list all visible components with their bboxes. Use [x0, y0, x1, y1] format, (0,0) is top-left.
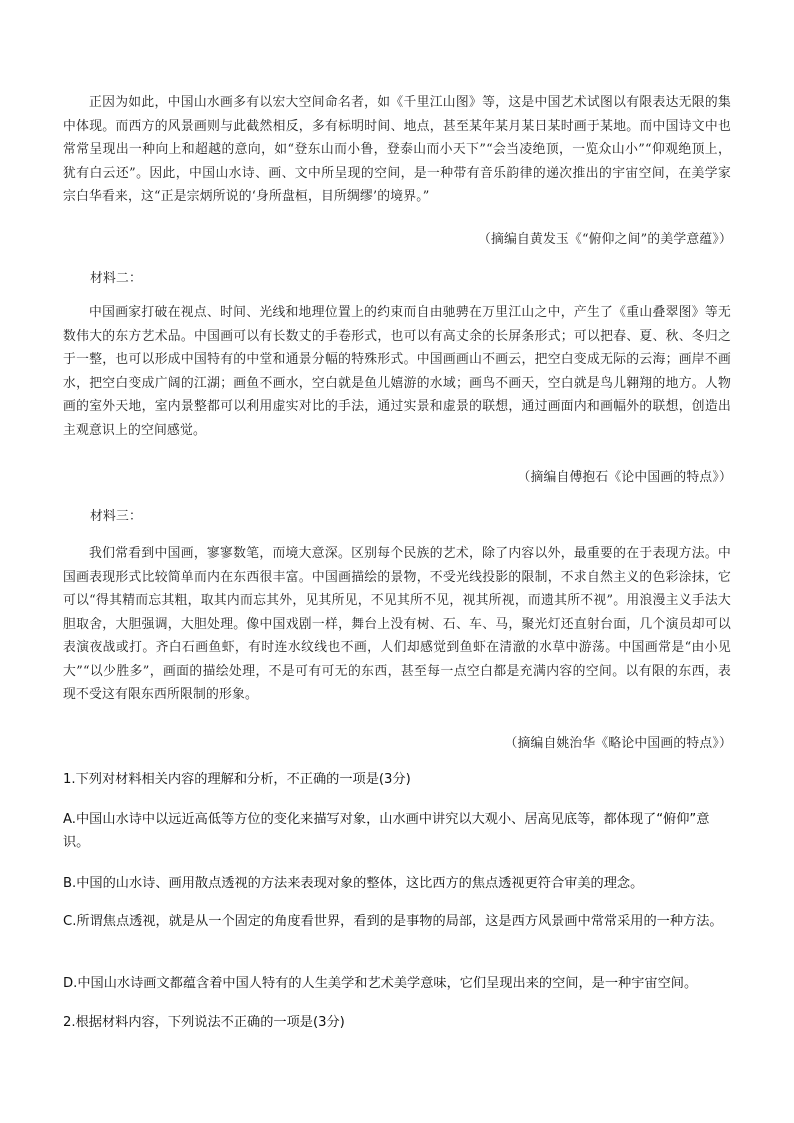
question-one-option-a: A.中国山水诗中以远近高低等方位的变化来描写对象，山水画中讲究以大观小、居高见底等，都体现了“俯仰”意识。 [63, 812, 710, 850]
question-one-stem: 1.下列对材料相关内容的理解和分析，不正确的一项是(3分) [63, 772, 411, 787]
material-one-paragraph: 正因为如此，中国山水画多有以宏大空间命名者，如《千里江山图》等，这是中国艺术试图以有限表达无限的集中体现。而西方的风景画则与此截然相反，多有标明时间、地点，甚至某年某月某日某时画于某地。而中国诗文中也常常呈现出一种向上和超越的意向，如“登东山而小鲁，登泰山而小天下”“会当凌绝顶，一览众山小”“仰观绝顶上，犹有白云还”。因此，中国山水诗、画、文中所呈现的空间，是一种带有音乐韵律的递次推出的宇宙空间，在美学家宗白华看来，这“正是宗炳所说的‘身所盘桓，目所绸缪’的境界。” [63, 95, 731, 204]
material-two-label: 材料二： [90, 271, 142, 286]
material-two-paragraph: 中国画家打破在视点、时间、光线和地理位置上的约束而自由驰骋在万里江山之中，产生了《重山叠翠图》等无数伟大的东方艺术品。中国画可以有长数丈的手卷形式，也可以有高丈余的长屏条形式；可以把春、夏、秋、冬归之于一整，也可以形成中国特有的中堂和通景分幅的特殊形式。中国画画山不画云，把空白变成无际的云海；画岸不画水，把空白变成广阔的江湖；画鱼不画水，空白就是鱼儿嬉游的水域；画鸟不画天，空白就是鸟儿翱翔的地方。人物画的室外天地，室内景整都可以利用虚实对比的手法，通过实景和虚景的联想，通过画面内和画幅外的联想，创造出主观意识上的空间感觉。 [63, 305, 731, 438]
material-three-source: （摘编自姚治华《略论中国画的特点》） [504, 736, 732, 751]
material-two-source: （摘编自傅抱石《论中国画的特点》） [517, 470, 732, 485]
material-three-paragraph: 我们常看到中国画，寥寥数笔，而境大意深。区别每个民族的艺术，除了内容以外，最重要的在于表现方法。中国画表现形式比较简单而内在东西很丰富。中国画描绘的景物，不受光线投影的限制，不求自然主义的色彩涂抹，它可以“得其精而忘其粗，取其内而忘其外，见其所见，不见其所不见，视其所视，而遗其所不视”。用浪漫主义手法大胆取舍，大胆强调，大胆处理。像中国戏剧一样，舞台上没有树、石、车、马，聚光灯还直射台面，几个演员却可以表演夜战或打。齐白石画鱼虾，有时连水纹线也不画，人们却感觉到鱼虾在清澈的水草中游荡。中国画常是“由小见大”“以少胜多”，画面的描绘处理，不是可有可无的东西，甚至每一点空白都是充满内容的空间。以有限的东西，表现不受这有限东西所限制的形象。 [63, 546, 731, 702]
question-one-option-d: D.中国山水诗画文都蕴含着中国人特有的人生美学和艺术美学意味，它们呈现出来的空间，是一种宇宙空间。 [63, 976, 698, 991]
question-two-stem: 2.根据材料内容，下列说法不正确的一项是(3分) [63, 1015, 345, 1030]
question-one-option-b: B.中国的山水诗、画用散点透视的方法来表现对象的整体，这比西方的焦点透视更符合审美的理念。 [63, 876, 644, 891]
material-one-source: （摘编自黄发玉《“俯仰之间”的美学意蕴》） [477, 232, 732, 247]
material-three-label: 材料三： [90, 509, 142, 524]
question-one-option-c: C.所谓焦点透视，就是从一个固定的角度看世界，看到的是事物的局部，这是西方风景画中常常采用的一种方法。 [63, 914, 723, 929]
